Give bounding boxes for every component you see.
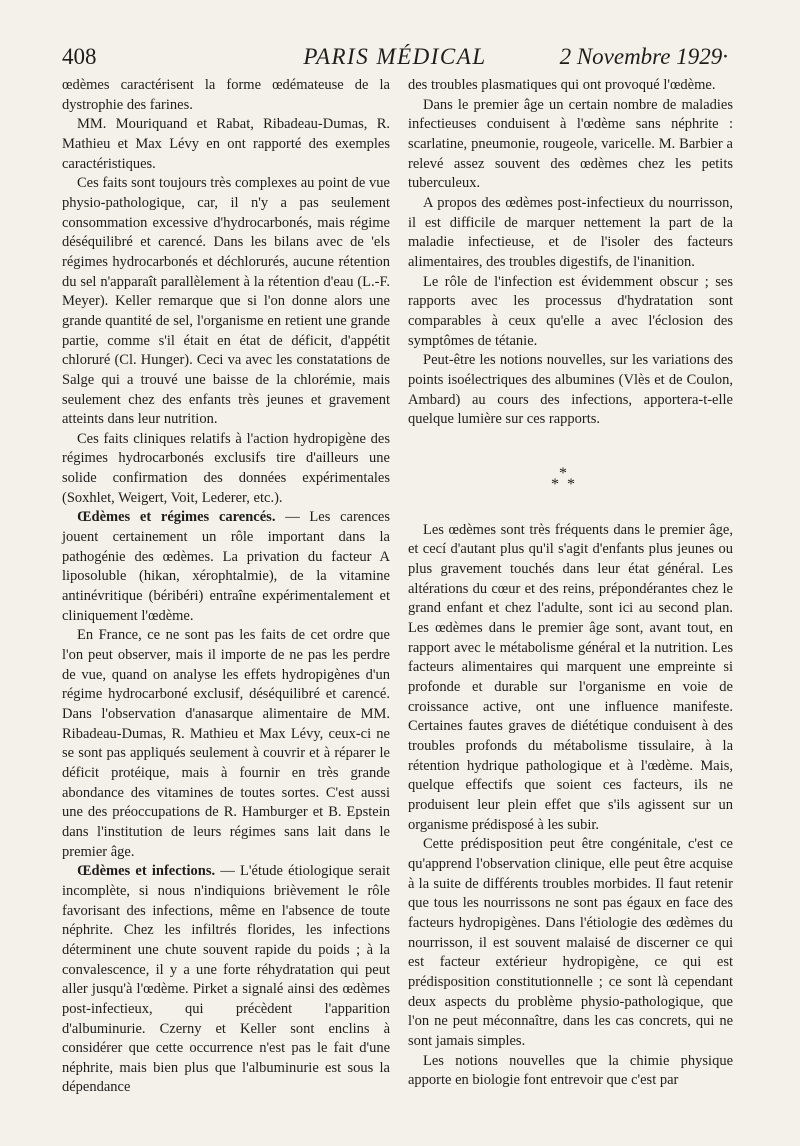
paragraph: Dans le premier âge un certain nombre de maladies infectieuses conduisent à l'œdème sans néphrite : scarlatine, pneumonie, rougeole, varicelle. M. Barbier a relevé assez souvent des œdèmes chez les petits tuberculeux. <box>408 96 733 192</box>
paragraph: Les œdèmes sont très fréquents dans le premier âge, et cecí d'autant plus qu'il s'agit d'enfants plus jeunes ou plus gravement touchés dans leur état général. Les altérations du cœur et des reins, prépondérantes chez le grand enfant et chez l'adulte, sont ici au second plan. Les œdèmes dans le premier âge sont, avant tout, en rapport avec le métabolisme général et la nutrition. Les facteurs alimentaires qui marquent une empreinte si profonde et durable sur l'organisme en voie de croissance active, ont une influence manifeste. Certaines fautes graves de diététique conduisent à des troubles profonds du métabolisme tissulaire, à la rétention hydrique pathologique et à l'œdème. Mais, quelque effectifs que soient ces facteurs, ils ne produisent leur plein effet que s'ils agissent sur un organisme prédisposé à les subir. <box>408 521 733 833</box>
paragraph: En France, ce ne sont pas les faits de cet ordre que l'on peut observer, mais il importe de ne pas les perdre de vue, quand on analyse les effets hydropigènes d'un régime hydrocarboné exclusif, déséquilibré et carencé. Dans l'observation d'anasarque alimentaire de MM. Ribadeau-Dumas, R. Mathieu et Max Lévy, ceux-ci ne se sont pas appliqués seulement à couvrir et à réparer le déficit protéique, mais à fournir en très grande abondance des vitamines de toutes sortes. C'est aussi une des préoccupations de R. Hamburger et B. Epstein dans l'institution de leurs régimes sans lait dans le premier âge. <box>62 627 390 860</box>
section-text: — L'étude étiologique serait incomplète, si nous n'indiquions brièvement le rôle favorisant des infections, même en l'absence de toute néphrite. Chez les infiltrés florides, les infections déterminent une chute souvent rapide du poids ; à la convalescence, il y a une forte réhydratation qui peut aller jusqu'à l'œdème. Pirket a signalé ainsi des œdèmes post-infectieux, qui précèdent l'apparition d'albuminurie. Czerny et Keller sont enclins à considérer que cette occurrence n'est pas le fait d'une néphrite, mais bien plus que l'albuminurie est sous la dépendance <box>62 863 391 1096</box>
paragraph: Cette prédisposition peut être congénitale, c'est ce qu'apprend l'observation clinique, elle peut être acquise à la suite de différents troubles morbides. Il faut retenir que tous les nourrissons ne sont pas égaux en face des facteurs hydropigènes. Dans l'étiologie des œdèmes du nourrisson, il est souvent malaisé de discerner ce qui est facteur extérieur hydropigène, ce qui est prédisposition constitutionnelle ; ce sont là cependant deux aspects du problème physio-pathologique, que l'on ne peut méconnaître, dans les cas concrets, qui ne sont jamais simples. <box>408 836 733 1049</box>
journal-title: PARIS MÉDICAL <box>303 44 487 69</box>
paragraph: Les notions nouvelles que la chimie physique apporte en biologie font entrevoir que c'est par <box>408 1052 733 1089</box>
paragraph: Le rôle de l'infection est évidemment obscur ; ses rapports avec les processus d'hydratation sont comparables à ceux qu'elle a avec l'éclosion des symptômes de tétanie. <box>408 273 733 349</box>
issue-date: 2 Novembre 1929· <box>559 44 728 69</box>
left-column <box>62 76 390 1098</box>
separator-star: * <box>567 475 575 493</box>
separator-star: * <box>551 475 559 493</box>
section-paragraph <box>62 508 390 626</box>
paragraph: A propos des œdèmes post-infectieux du nourrisson, il est difficile de marquer nettement la part de la maladie infectieuse, et de l'isoler des facteurs alimentaires, des troubles digestifs, de l'inanition. <box>408 194 733 270</box>
separator-star: * <box>559 464 567 482</box>
paragraph: Ces faits cliniques relatifs à l'action hydropigène des régimes hydrocarbonés exclusifs tire d'ailleurs une solide confirmation des données expérimentales (Soxhlet, Weigert, Voit, Lederer, etc.). <box>62 430 390 506</box>
right-column <box>408 76 733 1091</box>
paragraph: MM. Mouriquand et Rabat, Ribadeau-Dumas, R. Mathieu et Max Lévy en ont rapporté des exemples caractéristiques. <box>62 116 390 172</box>
section-text: — Les carences jouent certainement un rôle important dans la pathogénie des œdèmes. La privation du facteur A liposoluble (hikan, xérophtalmie), de la vitamine antinévritique (béribéri) entraîne expérimentalement et cliniquement l'œdème. <box>62 509 391 624</box>
section-heading: Œdèmes et régimes carencés. <box>77 509 276 526</box>
paragraph: Ces faits sont toujours très complexes au point de vue physio-pathologique, car, il n'y a pas seulement consommation excessive d'hydrocarbonés, mais régime déséquilibré et carencé. Dans les bilans avec de 'els régimes hydrocarbonés et déchlorurés, aucune rétention du sel n'apparaît parallèlement à la rétention d'eau (L.-F. Meyer). Keller remarque que si l'on donne alors une grande quantité de sel, l'organisme en retient une grande partie, comme s'il était en état de déficit, d'appétit chloruré (Cl. Hunger). Ceci va avec les constatations de Salge qui a trouvé une baisse de la chlorémie, mais seulement chez des enfants très jeunes et gravement atteints dans leur nutrition. <box>62 175 390 428</box>
page-header <box>62 42 728 72</box>
paragraph: Peut-être les notions nouvelles, sur les variations des points isoélectriques des albumines (Vlès et de Coulon, Ambard) au cours des infections, apportera-t-elle quelque lumière sur ces rapports. <box>408 352 733 428</box>
paragraph: des troubles plasmatiques qui ont provoqué l'œdème. <box>408 77 716 93</box>
paragraph: œdèmes caractérisent la forme œdémateuse de la dystrophie des farines. <box>62 77 390 113</box>
section-paragraph <box>62 862 390 1098</box>
page-number: 408 <box>62 44 97 69</box>
section-heading: Œdèmes et infections. <box>77 863 216 880</box>
section-separator <box>408 452 733 512</box>
